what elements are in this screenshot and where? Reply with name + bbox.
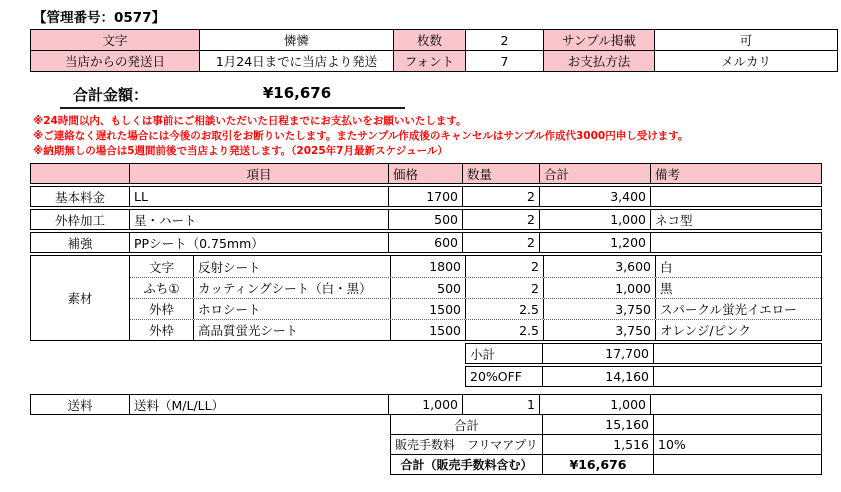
- info-value-font: 7: [465, 50, 544, 72]
- table-row: [30, 186, 822, 207]
- table-row: [130, 298, 821, 319]
- grand-total-value: ¥16,676: [542, 454, 654, 475]
- row-subcategory: 外枠: [148, 323, 174, 338]
- page-title: 【管理番号：0577】: [33, 10, 166, 26]
- row-item: LL: [129, 186, 389, 207]
- row-item: カッティングシート（白・黒）: [193, 278, 390, 298]
- table-row: [30, 50, 838, 72]
- row-qty: 2.5: [465, 299, 543, 319]
- row-item: ホロシート: [193, 299, 390, 319]
- row-remarks: 黒: [655, 278, 821, 298]
- table-row: [130, 277, 821, 298]
- row-total: 1,000: [543, 278, 655, 298]
- payment-notes: [33, 114, 688, 159]
- discount-remarks: [653, 366, 822, 387]
- row-remarks: ネコ型: [650, 209, 822, 230]
- row-category: 基本料金: [30, 186, 130, 207]
- grand-total-row: [390, 454, 822, 475]
- row-price: 1800: [390, 256, 465, 277]
- header-qty: 数量: [462, 163, 540, 184]
- total-value: 15,160: [542, 414, 654, 435]
- total-remarks: [653, 414, 822, 435]
- row-qty: 2: [462, 186, 540, 207]
- table-row: [130, 256, 821, 277]
- info-value-sheets: 2: [465, 29, 544, 51]
- discount-row: [465, 366, 822, 387]
- row-total: 3,750: [543, 320, 655, 340]
- row-price: 1,000: [388, 394, 463, 415]
- row-subcategory: 外枠: [148, 302, 174, 317]
- row-qty: 2: [462, 209, 540, 230]
- group-category: 素材: [31, 256, 130, 340]
- table-row: [130, 319, 821, 340]
- discount-value: 14,160: [542, 366, 654, 387]
- fee-row: [390, 434, 822, 455]
- total-amount-underline: [60, 107, 405, 109]
- subtotal-remarks: [653, 343, 822, 364]
- row-item: 星・ハート: [129, 209, 389, 230]
- row-total: 3,600: [543, 256, 655, 277]
- row-price: 600: [388, 232, 463, 253]
- row-price: 1500: [390, 299, 465, 319]
- row-qty: 2.5: [465, 320, 543, 340]
- row-category: 補強: [30, 232, 130, 253]
- row-category: 外枠加工: [30, 209, 130, 230]
- info-label-text: 文字: [30, 29, 200, 51]
- row-total: 3,400: [539, 186, 651, 207]
- row-item: PPシート（0.75mm）: [129, 232, 389, 253]
- row-item: 送料（M/L/LL）: [129, 394, 389, 415]
- row-qty: 2: [465, 256, 543, 277]
- row-remarks: スパークル蛍光イエロー: [655, 299, 821, 319]
- grand-total-remarks: [653, 454, 822, 475]
- grand-total-label: 合計（販売手数料含む）: [390, 454, 543, 475]
- row-price: 1700: [388, 186, 463, 207]
- row-remarks: 白: [655, 256, 821, 277]
- row-remarks: [650, 232, 822, 253]
- row-qty: 2: [465, 278, 543, 298]
- info-value-shipdate: 1月24日までに当店より発送: [199, 50, 394, 72]
- subtotal-value: 17,700: [542, 343, 654, 364]
- fee-label: 販売手数料 フリマアプリ: [390, 434, 543, 455]
- info-label-sheets: 枚数: [393, 29, 466, 51]
- table-row: [30, 209, 822, 230]
- note-line: ※納期無しの場合は5週間前後で当店より発送します。（2025年7月最新スケジュール）: [33, 145, 448, 157]
- header-price: 価格: [388, 163, 463, 184]
- info-label-shipdate: 当店からの発送日: [30, 50, 200, 72]
- info-value-payment: メルカリ: [654, 50, 838, 72]
- total-amount-value: ¥16,676: [262, 84, 332, 102]
- row-subcategory: ふち①: [143, 281, 180, 296]
- info-label-sample: サンプル掲載: [543, 29, 655, 51]
- header-total: 合計: [539, 163, 651, 184]
- row-remarks: オレンジ/ピンク: [655, 320, 821, 340]
- fee-remarks: 10%: [653, 434, 822, 455]
- shipping-row: [30, 394, 822, 415]
- row-category: 送料: [30, 394, 130, 415]
- items-header-row: [30, 163, 822, 184]
- row-price: 1500: [390, 320, 465, 340]
- info-label-font: フォント: [393, 50, 466, 72]
- row-subcategory: 文字: [148, 259, 174, 275]
- note-line: ※24時間以内、もしくは事前にご相談いただいた日程までにお支払いをお願いいたします。: [33, 115, 467, 127]
- discount-label: 20%OFF: [465, 366, 543, 387]
- table-row: [30, 232, 822, 253]
- items-table: [30, 163, 822, 475]
- header-remarks: 備考: [650, 163, 822, 184]
- row-remarks: [650, 394, 822, 415]
- order-info-table: [30, 29, 838, 72]
- info-label-payment: お支払方法: [543, 50, 655, 72]
- row-price: 500: [390, 278, 465, 298]
- row-remarks: [650, 186, 822, 207]
- header-category-cell: [30, 163, 130, 184]
- total-amount-label: 合計金額：: [73, 86, 149, 104]
- table-row: [30, 29, 838, 51]
- material-group: [30, 255, 822, 341]
- total-row: [390, 414, 822, 435]
- note-line: ※ご連絡なく遅れた場合には今後のお取引をお断りいたします。またサンプル作成後のキャンセルはサンプル作成代3000円申し受けます。: [33, 130, 689, 142]
- row-price: 500: [388, 209, 463, 230]
- row-item: 反射シート: [193, 256, 390, 277]
- row-total: 3,750: [543, 299, 655, 319]
- row-qty: 1: [462, 394, 540, 415]
- header-item: 項目: [129, 163, 389, 184]
- info-value-sample: 可: [654, 29, 838, 51]
- row-total: 1,000: [539, 394, 651, 415]
- subtotal-label: 小計: [465, 343, 543, 364]
- subtotal-row: [465, 343, 822, 364]
- row-total: 1,000: [539, 209, 651, 230]
- row-total: 1,200: [539, 232, 651, 253]
- row-item: 高品質蛍光シート: [193, 320, 390, 340]
- row-qty: 2: [462, 232, 540, 253]
- info-value-text: 憐憐: [199, 29, 394, 51]
- fee-value: 1,516: [542, 434, 654, 455]
- total-label: 合計: [390, 414, 543, 435]
